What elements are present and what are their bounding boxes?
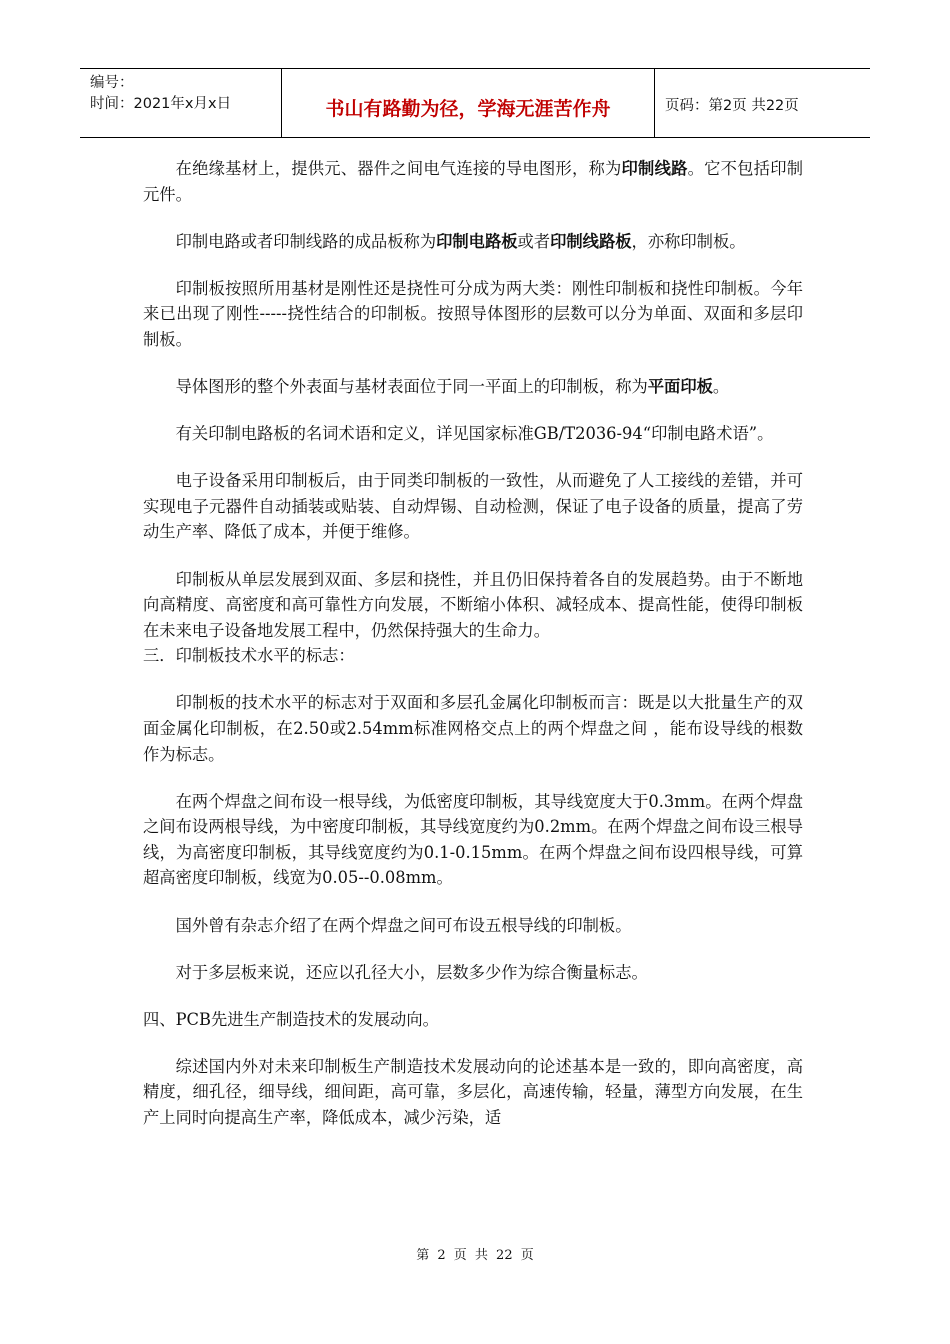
- paragraph-five-lines: 国外曾有杂志介绍了在两个焊盘之间可布设五根导线的印制板。: [175, 915, 632, 935]
- page-footer: 第 2 页 共 22 页: [416, 1248, 534, 1263]
- header-page-info: 页码：第2页 共22页: [665, 97, 799, 114]
- paragraph-benefits: 电子设备采用印制板后，由于同类印制板的一致性，从而避免了人工接线的差错，并可实现电子元器件自动插装或贴装、自动焊锡、自动检测，保证了电子设备的质量，提高了劳动生产率、降低了成本，并便于维修。: [143, 471, 803, 542]
- paragraph-tech-level: 印制板的技术水平的标志对于双面和多层孔金属化印制板而言：既是以大批量生产的双面金属化印制板，在2.50或2.54mm标准网格交点上的两个焊盘之间 ，能布设导线的根数作为标志。: [143, 693, 803, 764]
- section-heading-three: 三．印制板技术水平的标志：: [143, 646, 355, 666]
- time-label: 时间：2021年x月x日: [90, 96, 232, 112]
- paragraph-trends: 综述国内外对未来印制板生产制造技术发展动向的论述基本是一致的，即向高密度，高精度，细孔径，细导线，细间距，高可靠，多层化，高速传输，轻量，薄型方向发展，在生产上同时向提高生产率，降低成本，减少污染，适: [143, 1056, 803, 1128]
- paragraph-board-types: 印制板按照所用基材是刚性还是挠性可分成为两大类：刚性印制板和挠性印制板。今年来已出现了刚性-----挠性结合的印制板。按照导体图形的层数可以分为单面、双面和多层印制板。: [143, 278, 803, 349]
- document-body: [143, 156, 803, 1152]
- header-meta: [80, 69, 282, 137]
- page-header: [80, 68, 870, 138]
- section-heading-four: 四、PCB先进生产制造技术的发展动向。: [143, 1009, 439, 1029]
- paragraph-multilayer: 对于多层板来说，还应以孔径大小，层数多少作为综合衡量标志。: [175, 962, 648, 982]
- paragraph-standard: 有关印制电路板的名词术语和定义，详见国家标准GB/T2036-94“印制电路术语”。: [175, 424, 774, 444]
- paragraph-printed-board: 印制电路或者印制线路的成品板称为印制电路板或者印制线路板，亦称印制板。: [175, 231, 746, 251]
- paragraph-flat-board: 导体图形的整个外表面与基材表面位于同一平面上的印制板，称为平面印板。: [175, 377, 730, 397]
- header-motto: 书山有路勤为径，学海无涯苦作舟: [282, 69, 655, 137]
- number-label: 编号：: [90, 75, 134, 91]
- paragraph-density: 在两个焊盘之间布设一根导线，为低密度印制板，其导线宽度大于0.3mm。在两个焊盘之间布设两根导线，为中密度印制板，其导线宽度约为0.2mm。在两个焊盘之间布设三根导线，为高密度印制板，其导线宽度约为0.1-0.15mm。在两个焊盘之间布设四根导线，可算超高密度印制板，线宽为0.05--0.08mm。: [143, 791, 803, 888]
- paragraph-development: 印制板从单层发展到双面、多层和挠性，并且仍旧保持着各自的发展趋势。由于不断地向高精度、高密度和高可靠性方向发展，不断缩小体积、减轻成本、提高性能，使得印制板在未来电子设备地发展工程中，仍然保持强大的生命力。: [143, 569, 803, 640]
- paragraph-printed-circuit: 在绝缘基材上，提供元、器件之间电气连接的导电图形，称为印制线路。它不包括印制元件。: [143, 159, 803, 204]
